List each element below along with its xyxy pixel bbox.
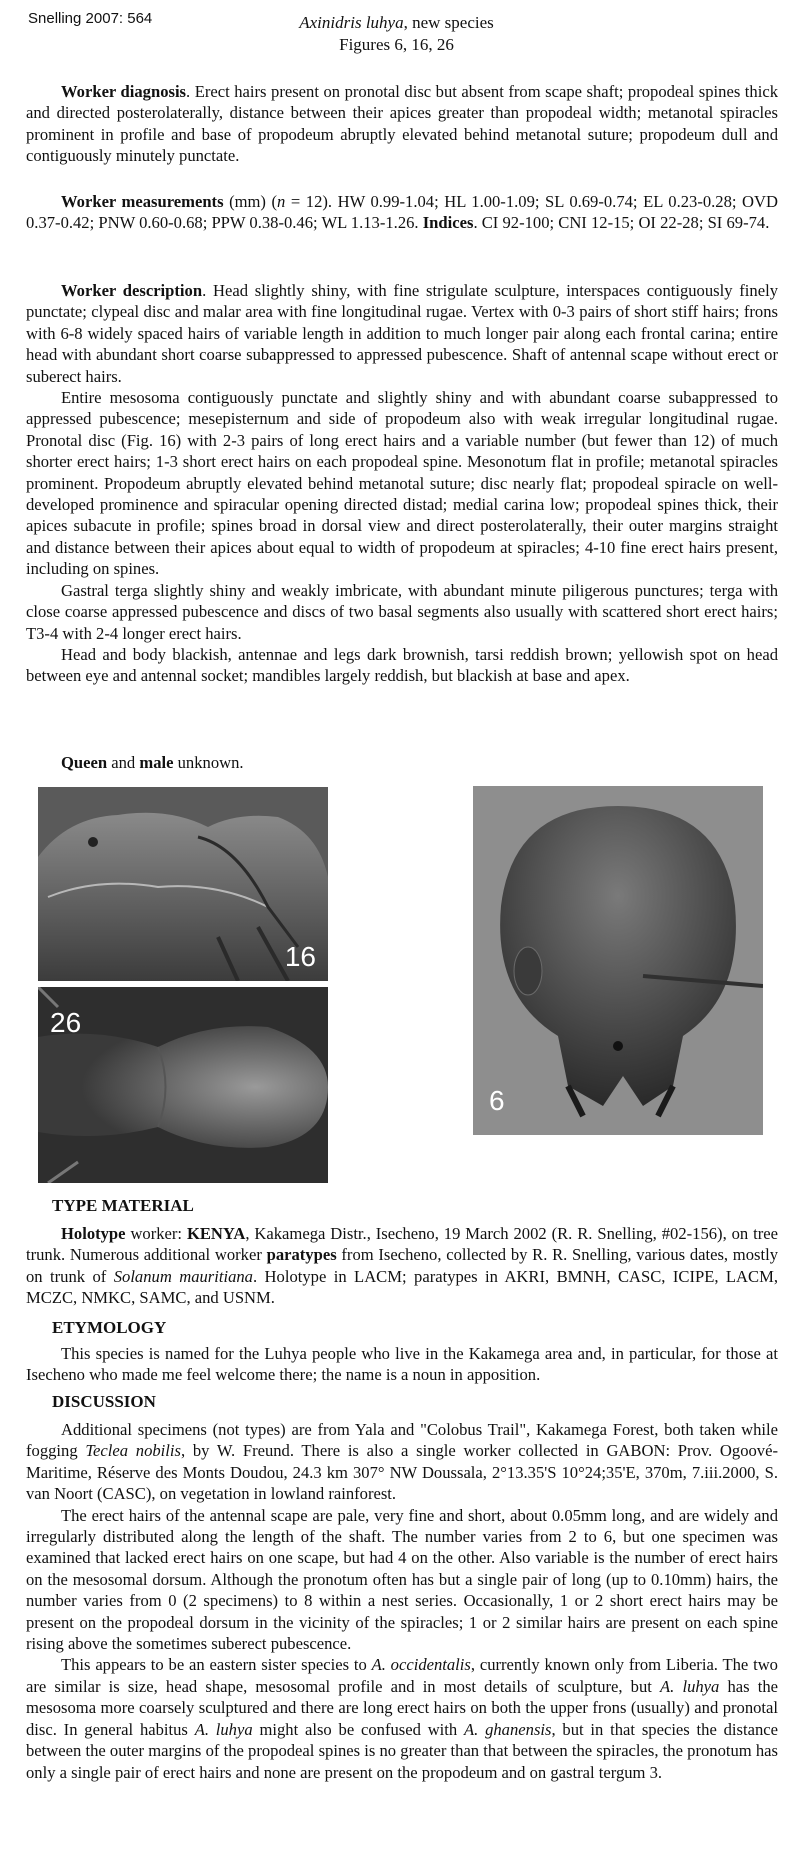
queen-male-unknown [26, 752, 778, 773]
worker-description [26, 280, 778, 687]
male-label: male [139, 753, 174, 772]
discussion-p3-text-e: , but in that species the distance between the outer margins of the propodeal spines is no greater than that between the spiracles, the pronotum has only a single pair of erect hairs and none are present on the propodeum and on gastral tergum 3. [26, 1719, 778, 1782]
holotype-country: KENYA [186, 1224, 246, 1243]
discussion-heading: DISCUSSION [52, 1392, 156, 1411]
discussion-body [26, 1419, 778, 1783]
figures-reference: Figures 6, 16, 26 [339, 35, 454, 54]
figure-6-image [473, 786, 763, 1135]
host-plant: Solanum mauritiana [113, 1266, 253, 1286]
description-mesosoma-paragraph: Entire mesosoma contiguously punctate and slightly shiny and with abundant coarse subappressed to appressed pubescence; mesepisternum and side of propodeum also with weak irregular longitudinal rugae. Pronotal disc (Fig. 16) with 2-3 pairs of long erect hairs and a variable number (but fewer than 12) of much shorter erect hairs; 1-3 short erect hairs on each propodeal spine. Mesonotum flat in profile; metanotal spiracles prominent. Propodeum abruptly elevated behind metanotal suture; disc nearly flat; propodeal spiracle on well-developed prominence and spiracular opening directed distad; medial carina low; propodeal spines thick, their apices subacute in profile; spines broad in dorsal view and direct posterolaterally, their outer margins straight and distance between their apices about equal to width of propodeum at spiracles; 4-10 fine erect hairs present, including on spines. [26, 388, 778, 579]
depositories-text: . Holotype in LACM; paratypes in AKRI, BMNH, CASC, ICIPE, LACM, MCZC, NMKC, SAMC, and USNM. [26, 1266, 779, 1308]
measurements-unit: (mm) ( [223, 192, 278, 211]
etymology-heading: ETYMOLOGY [52, 1318, 167, 1337]
figure-26-image [38, 987, 328, 1183]
species-suffix: , new species [403, 13, 494, 32]
discussion-p3-text-d: might also be confused with [252, 1719, 464, 1739]
measurements-n: n [277, 192, 286, 211]
discussion-paragraph-1 [26, 1419, 778, 1505]
paratypes-label: paratypes [266, 1245, 337, 1265]
description-label: Worker description [61, 281, 203, 300]
description-color-paragraph: Head and body blackish, antennae and legs dark brownish, tarsi reddish brown; yellowish spot on head between eye and antennal socket; mandibles largely reddish, but blackish at base and apex. [26, 644, 778, 686]
indices-label: Indices [422, 213, 474, 233]
discussion-p1-rest: , by W. Freund. There is also a single worker collected in GABON: Prov. Ogoové-Maritime, Réserve des Monts Doudou, 24.3 km 307° NW Doussala, 2°13.35'S 10°24;35'E, 370m, 7.iii.2000, S. van Noort (CASC), on vegetation in lowland rainforest. [26, 1441, 778, 1504]
discussion-plant: Teclea nobilis [85, 1441, 181, 1461]
measurements-values: = 12). HW 0.99-1.04; HL 1.00-1.09; SL 0.69-0.74; EL 0.23-0.28; OVD 0.37-0.42; PNW 0.60-0.68; PPW 0.38-0.46; WL 1.13-1.26. [26, 192, 778, 233]
holotype-worker: worker: [125, 1224, 187, 1243]
description-head-text: . Head slightly shiny, with fine strigulate sculpture, interspaces contiguously finely punctate; clypeal disc and malar area with fine longitudinal rugae. Vertex with 0-3 pairs of short stiff hairs; frons with 6-8 widely spaced hairs of variable length in addition to much longer pair along each frontal carina; entire head with abundant short coarse subappressed to appressed pubescence. Shaft of antennal scape without erect or suberect hairs. [26, 281, 778, 386]
figure-6-drawing [473, 786, 763, 1135]
paratypes-text: from Isecheno, collected by R. R. Snelling, various dates, mostly on trunk of [26, 1245, 778, 1286]
figure-26-drawing [38, 987, 328, 1183]
species-title-block [0, 12, 793, 56]
species-title [0, 12, 793, 34]
diagnosis-text: . Erect hairs present on pronotal disc but absent from scape shaft; propodeal spines thick and directed posterolaterally, distance between their apices greater than propodeal width; metanotal spiracles prominent in profile and base of propodeum abruptly elevated behind metanotal suture; propodeum dull and contiguously minutely punctate. [26, 82, 778, 166]
worker-measurements [26, 191, 778, 234]
worker-diagnosis [26, 81, 778, 167]
discussion-p1-text: Additional specimens (not types) are from Yala and "Colobus Trail", Kakamega Forest, both taken while fogging [26, 1420, 778, 1461]
discussion-p3-text-c: has the mesosoma more coarsely sculptured and there are long erect hairs on both the upper frons (usually) and pronotal disc. In general habitus [26, 1676, 778, 1739]
holotype-label: Holotype [61, 1224, 126, 1243]
species-ghanensis: A. ghanensis [464, 1719, 552, 1739]
type-material-heading: TYPE MATERIAL [52, 1196, 194, 1215]
description-gaster-paragraph: Gastral terga slightly shiny and weakly imbricate, with abundant minute piligerous punctures; terga with close coarse appressed pubescence and discs of two basal segments also usually with scattered short erect hairs; T3-4 with 2-4 longer erect hairs. [26, 580, 778, 643]
discussion-paragraph-2: The erect hairs of the antennal scape are pale, very fine and short, about 0.05mm long, and are widely and irregularly distributed along the length of the shaft. The number varies from 2 to 6, but one specimen was examined that lacked erect hairs on one scape, but had 4 on the other. Also variable is the number of erect hairs on the mesosomal dorsum. Although the pronotum often has but a single pair of long (up to 0.10mm) hairs, the number varies from 0 (2 specimens) to 8 within a nest series. Occasionally, 1 or 2 short erect hairs may be present on the propodeal dorsum in the vicinity of the spiracles; 1 or 2 similar hairs are present on each spine rising above the sometimes suberect pubescence. [26, 1505, 778, 1654]
queen-label: Queen [61, 753, 108, 772]
figure-16-image [38, 787, 328, 981]
and-text: and [107, 753, 140, 772]
header-citation: Snelling 2007: 564 [28, 10, 153, 27]
figure-6-label: 6 [489, 1085, 505, 1116]
species-name: Axinidris luhya [299, 13, 404, 32]
discussion-p3-text-a: This appears to be an eastern sister species to [61, 1655, 372, 1675]
diagnosis-label: Worker diagnosis [61, 82, 187, 101]
type-material-text [26, 1223, 778, 1309]
holotype-text: , Kakamega Distr., Isecheno, 19 March 2002 (R. R. Snelling, #02-156), on tree trunk. Numerous additional worker [26, 1224, 778, 1265]
discussion-p3-text-b: , currently known only from Liberia. The two are similar is size, head shape, mesosomal profile and in most details of sculpture, but [26, 1655, 778, 1696]
discussion-paragraph-3 [26, 1654, 778, 1782]
unknown-text: unknown. [173, 753, 244, 772]
description-head-paragraph [26, 280, 778, 387]
species-luhya-1: A. luhya [660, 1676, 720, 1696]
species-occidentalis: A. occidentalis [371, 1655, 471, 1675]
indices-values: . CI 92-100; CNI 12-15; OI 22-28; SI 69-74. [473, 213, 770, 233]
measurements-label: Worker measurements [61, 192, 224, 211]
figure-26-label: 26 [50, 1007, 82, 1038]
figure-16-label: 16 [284, 941, 316, 972]
species-luhya-2: A. luhya [194, 1719, 253, 1739]
etymology-text: This species is named for the Luhya people who live in the Kakamega area and, in particular, for those at Isecheno who made me feel welcome there; the name is a noun in apposition. [26, 1344, 778, 1385]
